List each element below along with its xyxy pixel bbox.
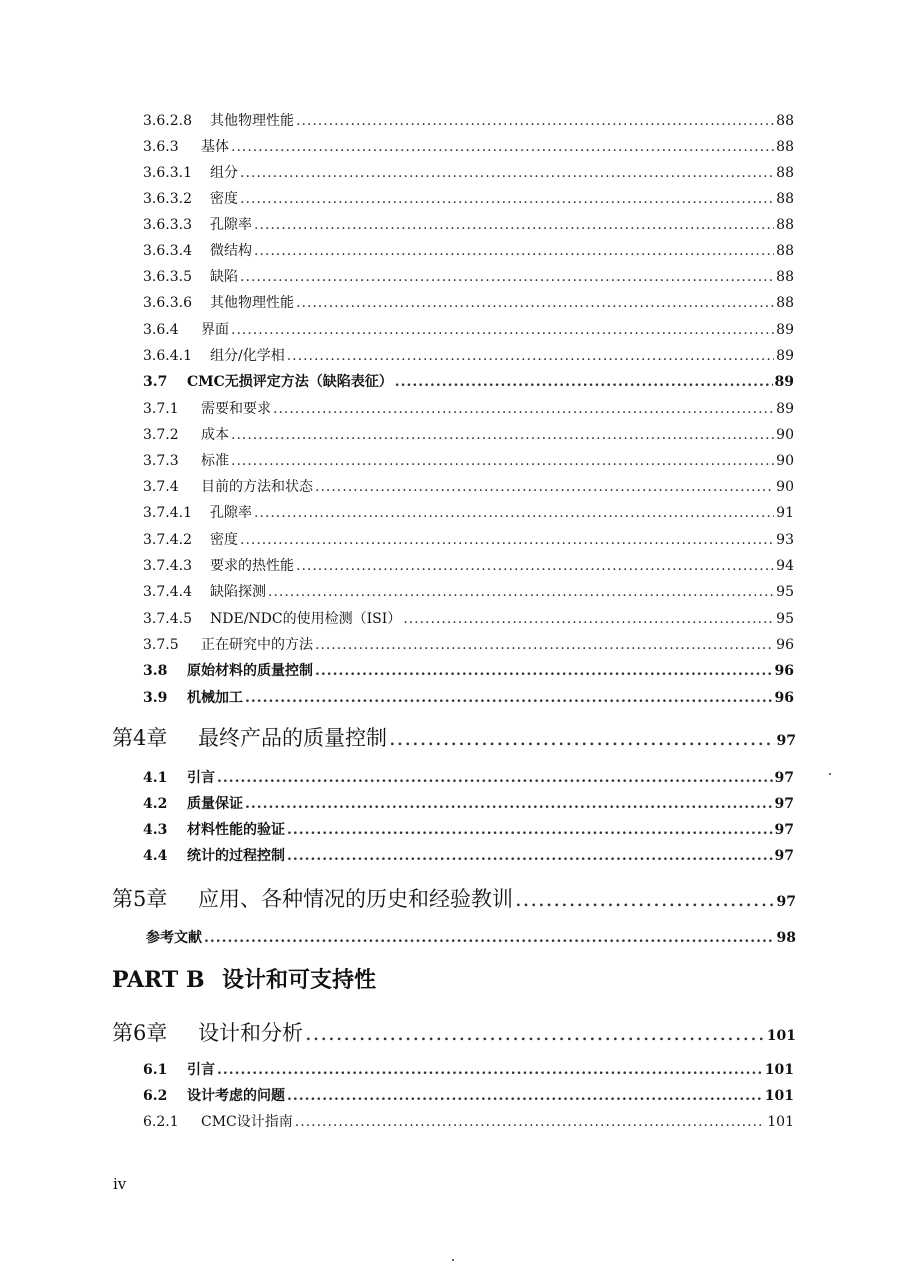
toc-entry-page-number: 89 (776, 348, 794, 364)
toc-entry-page-number: 88 (776, 295, 794, 311)
toc-entry-page-number: 96 (776, 637, 794, 653)
toc-entry (143, 240, 794, 262)
dot-leader (240, 532, 774, 548)
toc-entry-page-number: 97 (774, 770, 794, 786)
dot-leader (268, 584, 774, 600)
toc-chapter-entry (112, 1017, 796, 1047)
toc-entry-page-number: 90 (776, 427, 794, 443)
toc-entry (143, 1059, 794, 1081)
toc-entry (143, 608, 794, 630)
toc-entry-title: 引言 (187, 770, 215, 786)
toc-entry-page-number: 101 (764, 1062, 794, 1078)
toc-entry-number: 3.7.4.1 (143, 505, 192, 521)
toc-entry (143, 1111, 794, 1133)
toc-entry (143, 345, 794, 367)
toc-entry-page-number: 95 (776, 611, 794, 627)
toc-entry-number: 第5章 (112, 887, 168, 911)
toc-entry (143, 845, 794, 867)
toc-entry-page-number: 97 (774, 848, 794, 864)
toc-entry-number: 3.6.4 (143, 322, 179, 338)
dot-leader (296, 558, 774, 574)
toc-entry-page-number: 97 (776, 733, 796, 749)
toc-entry-title: 最终产品的质量控制 (198, 726, 387, 750)
dot-leader (315, 637, 774, 653)
toc-entry-title: 需要和要求 (201, 401, 271, 417)
toc-entry (143, 687, 794, 709)
toc-entry-number: 4.1 (143, 770, 168, 786)
toc-entry-title: NDE/NDC的使用检测（ISI） (210, 611, 402, 627)
toc-entry (143, 793, 794, 815)
dot-leader (231, 322, 774, 338)
part-label: PART B (112, 967, 205, 993)
toc-entry-page-number: 89 (776, 401, 794, 417)
toc-entry-number: 4.3 (143, 822, 168, 838)
toc-entry-page-number: 95 (776, 584, 794, 600)
dot-leader (254, 243, 774, 259)
toc-entry (143, 136, 794, 158)
toc-entry-number: 3.6.4.1 (143, 348, 192, 364)
dot-leader (296, 295, 774, 311)
toc-entry-number: 3.7.3 (143, 453, 179, 469)
dot-leader (395, 374, 773, 390)
toc-entry (143, 424, 794, 446)
dot-leader (240, 191, 774, 207)
toc-entry-title: 目前的方法和状态 (201, 479, 313, 495)
dot-leader (273, 401, 774, 417)
toc-entry-page-number: 97 (774, 822, 794, 838)
dot-leader (296, 113, 774, 129)
dot-leader (515, 887, 775, 911)
toc-entry-page-number: 93 (776, 532, 794, 548)
dot-leader (315, 479, 774, 495)
toc-entry-page-number: 101 (764, 1088, 794, 1104)
toc-entry-title: 其他物理性能 (210, 113, 294, 129)
toc-entry-title: 界面 (201, 322, 229, 338)
toc-entry (143, 819, 794, 841)
dot-leader (315, 663, 773, 679)
toc-entry-title: 材料性能的验证 (187, 822, 285, 838)
toc-chapter-entry (112, 722, 796, 752)
toc-entry-number: 3.6.3.6 (143, 295, 192, 311)
toc-entry-number: 3.8 (143, 663, 168, 679)
toc-entry (143, 502, 794, 524)
toc-entry-title: 质量保证 (187, 796, 243, 812)
dot-leader (240, 269, 774, 285)
toc-entry-title: 应用、各种情况的历史和经验教训 (198, 887, 513, 911)
toc-entry-page-number: 97 (774, 796, 794, 812)
toc-entry (143, 188, 794, 210)
toc-entry-page-number: 89 (774, 374, 794, 390)
toc-entry-title: CMC设计指南 (201, 1114, 293, 1130)
toc-entry-number: 3.6.3.1 (143, 165, 192, 181)
toc-entry (143, 292, 794, 314)
toc-entry-title: 统计的过程控制 (187, 848, 285, 864)
toc-entry-title: 缺陷探测 (210, 584, 266, 600)
toc-entry-title: 组分/化学相 (210, 348, 285, 364)
dot-leader (217, 770, 773, 786)
toc-entry-number: 3.7.4 (143, 479, 179, 495)
toc-entry (143, 319, 794, 341)
toc-entry-number: 3.7.5 (143, 637, 179, 653)
toc-entry-number: 4.2 (143, 796, 168, 812)
footer-page-number: iv (113, 1175, 127, 1193)
toc-entry (143, 110, 794, 132)
toc-entry-title: 缺陷 (210, 269, 238, 285)
dot-leader (231, 427, 774, 443)
toc-entry-title: 孔隙率 (210, 217, 252, 233)
dot-leader (287, 822, 773, 838)
toc-entry (143, 476, 794, 498)
toc-entry-page-number: 88 (776, 269, 794, 285)
toc-entry (143, 660, 794, 682)
toc-entry-title: 密度 (210, 532, 238, 548)
toc-entry-page-number: 89 (776, 322, 794, 338)
toc-entry-title: 孔隙率 (210, 505, 252, 521)
toc-entry-page-number: 96 (774, 663, 794, 679)
toc-entry (143, 1085, 794, 1107)
toc-entry-title: 其他物理性能 (210, 295, 294, 311)
toc-entry-number: 3.6.2.8 (143, 113, 192, 129)
toc-entry-number: 3.7.4.4 (143, 584, 192, 600)
toc-entry-page-number: 94 (776, 558, 794, 574)
toc-entry-number: 3.6.3.4 (143, 243, 192, 259)
part-title: 设计和可支持性 (222, 967, 377, 993)
toc-entry-page-number: 101 (766, 1028, 796, 1044)
toc-entry-title: 设计考虑的问题 (187, 1088, 285, 1104)
toc-entry-page-number: 97 (776, 894, 796, 910)
dot-leader (287, 348, 774, 364)
toc-entry-page-number: 98 (776, 930, 796, 946)
toc-entry-page-number: 88 (776, 217, 794, 233)
toc-entry-number: 3.7.1 (143, 401, 179, 417)
dot-leader (287, 1088, 763, 1104)
toc-entry-number: 3.6.3.3 (143, 217, 192, 233)
toc-entry (143, 555, 794, 577)
toc-entry (143, 162, 794, 184)
toc-entry (143, 266, 794, 288)
dot-leader (287, 848, 773, 864)
dot-leader (217, 1062, 763, 1078)
toc-entry-page-number: 91 (776, 505, 794, 521)
toc-entry-number: 3.7 (143, 374, 168, 390)
dot-leader (204, 930, 775, 946)
toc-entry-number: 3.7.2 (143, 427, 179, 443)
toc-entry-title: 微结构 (210, 243, 252, 259)
toc-entry (143, 371, 794, 393)
toc-entry-page-number: 90 (776, 453, 794, 469)
toc-entry-title: 成本 (201, 427, 229, 443)
dot-leader (254, 505, 774, 521)
toc-entry-page-number: 88 (776, 165, 794, 181)
toc-entry-page-number: 88 (776, 191, 794, 207)
toc-entry-number: 3.6.3.5 (143, 269, 192, 285)
toc-entry (143, 634, 794, 656)
toc-entry (143, 398, 794, 420)
dot-leader (240, 165, 774, 181)
toc-entry-title: 密度 (210, 191, 238, 207)
dot-leader (305, 1021, 765, 1045)
toc-entry-title: 标准 (201, 453, 229, 469)
toc-entry-number: 3.6.3.2 (143, 191, 192, 207)
dot-leader (245, 796, 773, 812)
dot-leader (254, 217, 774, 233)
dot-leader (295, 1114, 766, 1130)
toc-entry-title: 要求的热性能 (210, 558, 294, 574)
dot-leader (389, 726, 775, 750)
dot-leader (231, 139, 774, 155)
toc-entry (143, 767, 794, 789)
toc-entry-page-number: 90 (776, 479, 794, 495)
toc-entry-title: 基体 (201, 139, 229, 155)
toc-entry-number: 6.1 (143, 1062, 168, 1078)
toc-entry-title: 参考文献 (146, 930, 202, 946)
scan-speck (829, 773, 831, 775)
toc-entry-number: 4.4 (143, 848, 168, 864)
toc-entry-number: 6.2 (143, 1088, 168, 1104)
toc-chapter-entry (112, 883, 796, 913)
toc-entry-number: 3.7.4.2 (143, 532, 192, 548)
toc-entry-number: 3.9 (143, 690, 168, 706)
toc-entry-number: 第4章 (112, 726, 168, 750)
toc-entry (143, 581, 794, 603)
toc-entry-title: 组分 (210, 165, 238, 181)
dot-leader (403, 611, 774, 627)
toc-entry-page-number: 101 (767, 1114, 794, 1130)
toc-entry-number: 3.7.4.3 (143, 558, 192, 574)
toc-entry-number: 3.6.3 (143, 139, 179, 155)
toc-entry (143, 529, 794, 551)
toc-entry (143, 214, 794, 236)
toc-references-entry (146, 927, 796, 949)
toc-entry-page-number: 88 (776, 243, 794, 259)
toc-entry-title: 机械加工 (187, 690, 243, 706)
toc-entry-title: 引言 (187, 1062, 215, 1078)
toc-entry-page-number: 88 (776, 139, 794, 155)
dot-leader (245, 690, 773, 706)
toc-entry-number: 3.7.4.5 (143, 611, 192, 627)
toc-entry-page-number: 88 (776, 113, 794, 129)
scan-speck (452, 1259, 454, 1261)
toc-entry-title: CMC无损评定方法（缺陷表征） (187, 374, 393, 390)
toc-entry-title: 正在研究中的方法 (201, 637, 313, 653)
toc-entry-page-number: 96 (774, 690, 794, 706)
toc-entry-number: 6.2.1 (143, 1114, 179, 1130)
dot-leader (231, 453, 774, 469)
toc-entry-title: 原始材料的质量控制 (187, 663, 313, 679)
toc-entry (143, 450, 794, 472)
toc-entry-title: 设计和分析 (198, 1021, 303, 1045)
toc-entry-number: 第6章 (112, 1021, 168, 1045)
part-heading (112, 963, 376, 994)
